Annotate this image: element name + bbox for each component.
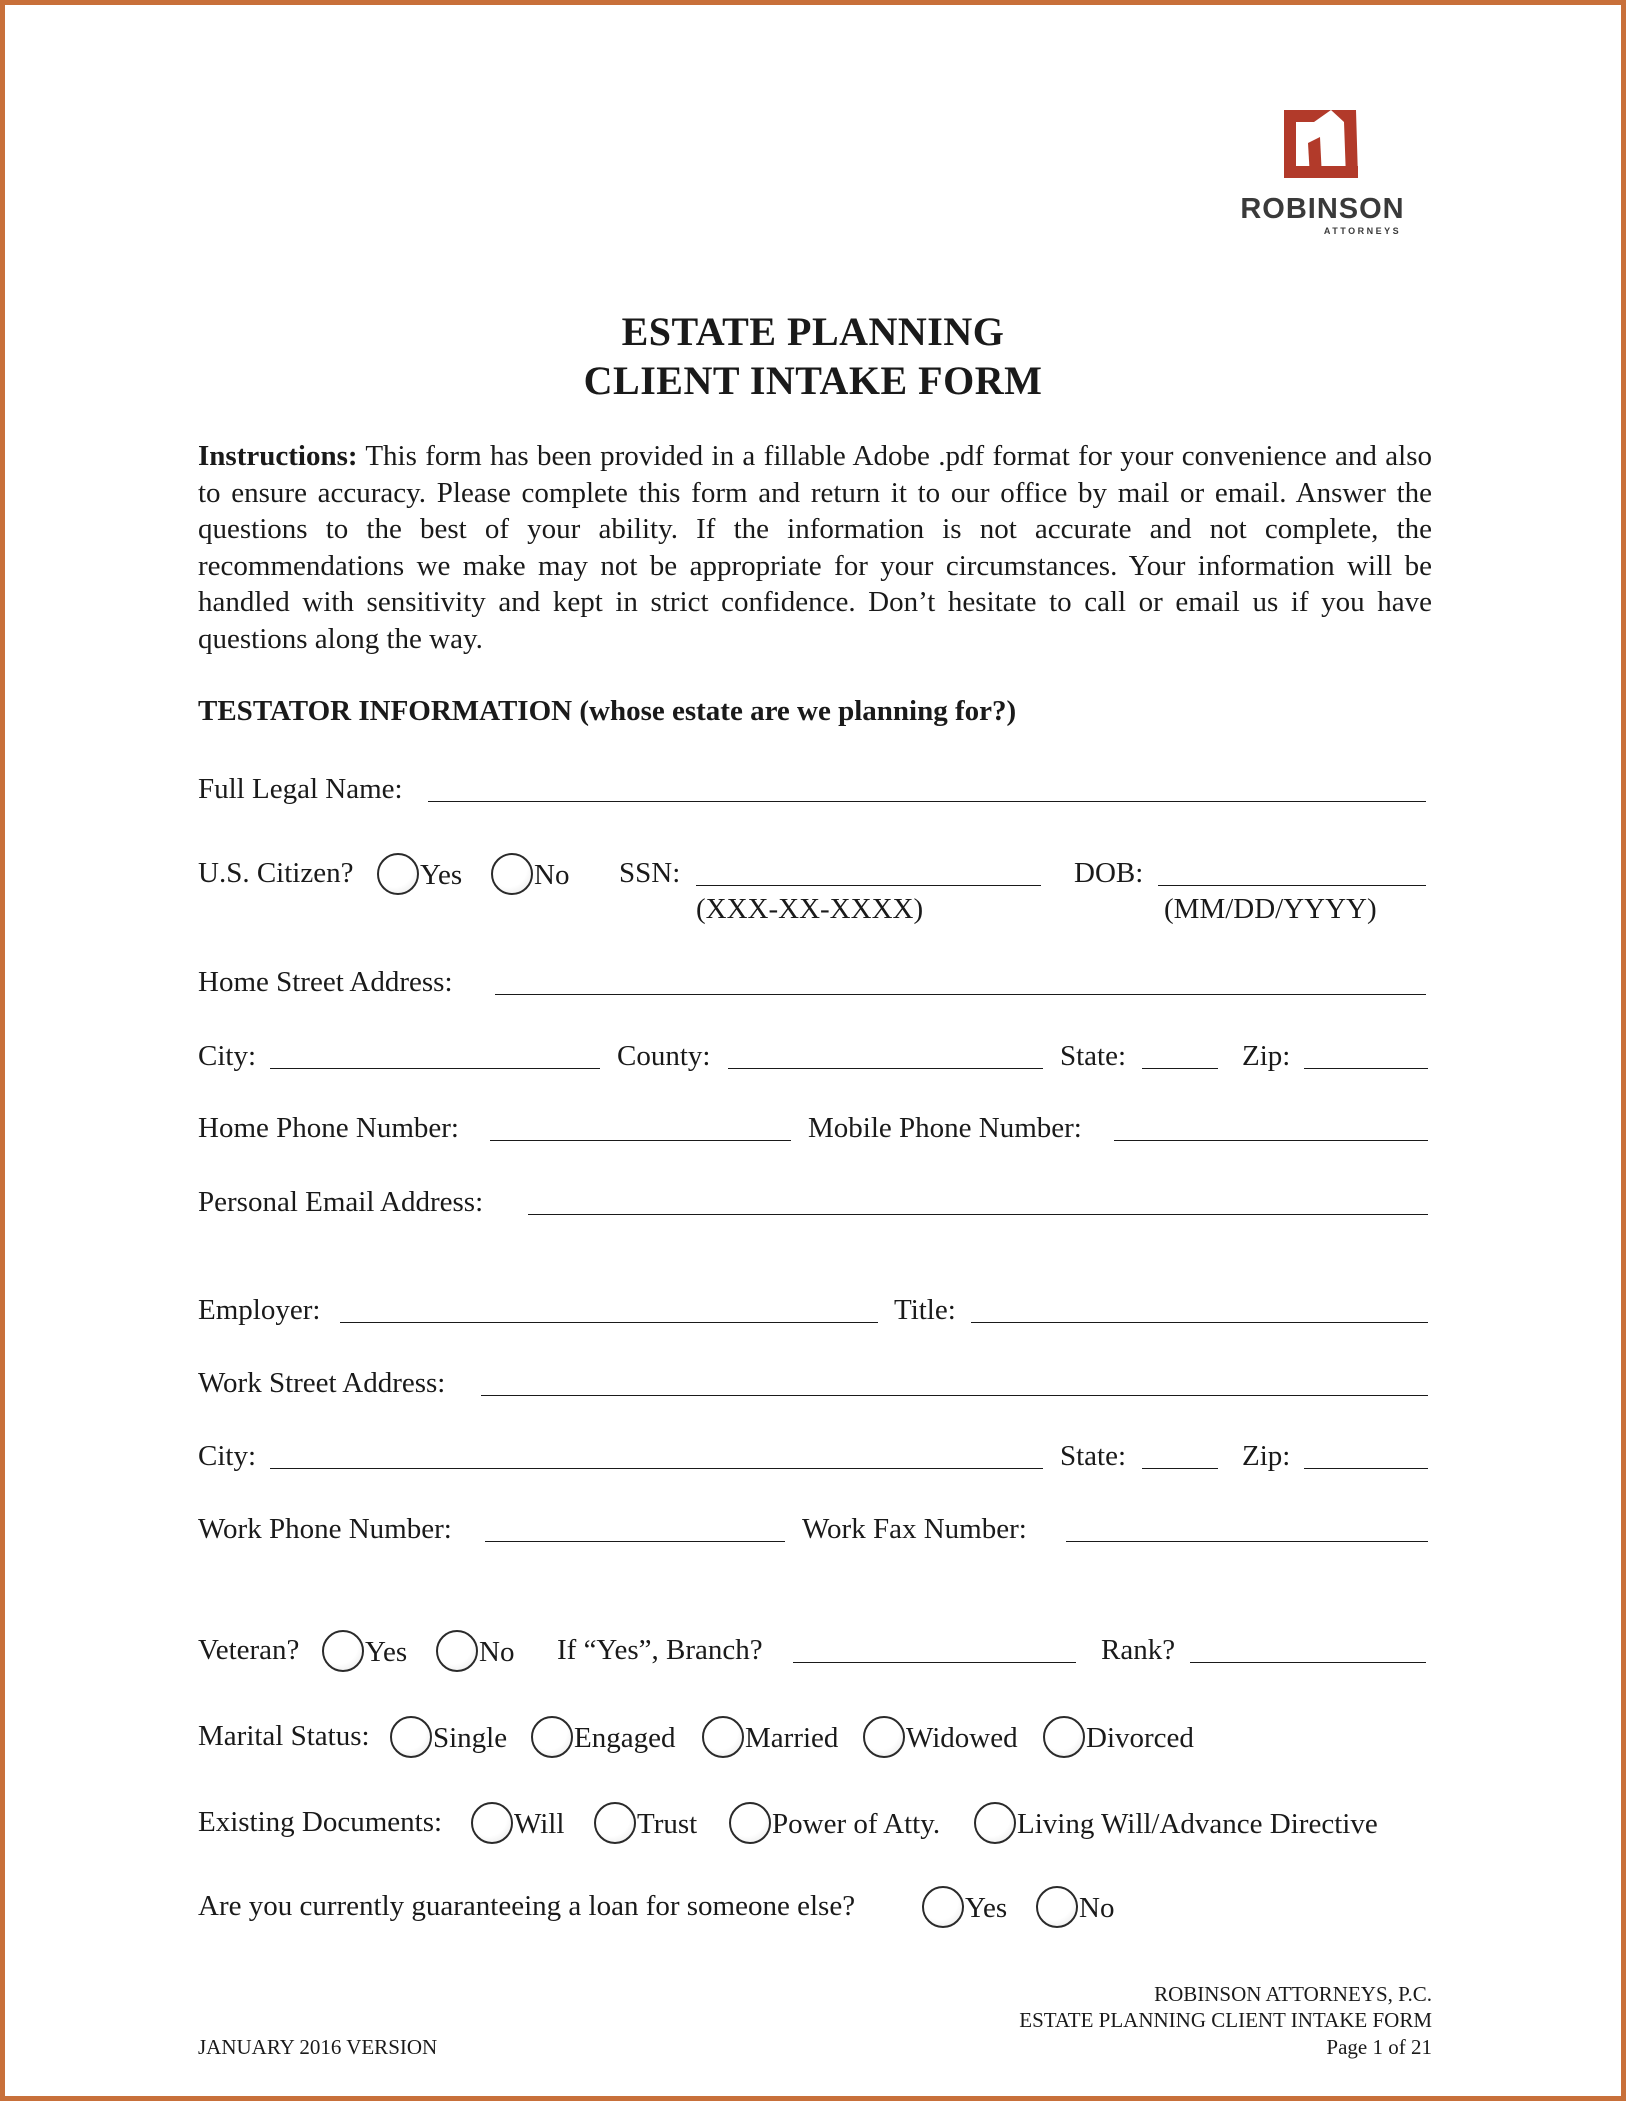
doc-poa-label: Power of Atty. bbox=[772, 1808, 941, 1840]
full-name-row bbox=[198, 769, 1430, 809]
form-title-line2: CLIENT INTAKE FORM bbox=[583, 358, 1043, 403]
doc-living-will-radio[interactable] bbox=[974, 1802, 1016, 1844]
home-street-field[interactable] bbox=[495, 994, 1426, 995]
ssn-format-hint: (XXX-XX-XXXX) bbox=[696, 893, 924, 925]
instructions-paragraph bbox=[198, 438, 1432, 658]
marital-married-radio[interactable] bbox=[702, 1716, 744, 1758]
home-state-field[interactable] bbox=[1142, 1068, 1218, 1069]
mobile-phone-field[interactable] bbox=[1114, 1140, 1428, 1141]
citizen-row bbox=[198, 853, 1430, 925]
marital-married-label: Married bbox=[745, 1722, 839, 1754]
phone-row bbox=[198, 1108, 1430, 1148]
home-street-label: Home Street Address: bbox=[198, 966, 453, 998]
home-street-row bbox=[198, 962, 1430, 1002]
home-city-field[interactable] bbox=[270, 1068, 600, 1069]
footer-form-name: ESTATE PLANNING CLIENT INTAKE FORM bbox=[1019, 2008, 1432, 2032]
doc-trust-radio[interactable] bbox=[594, 1802, 636, 1844]
guarantee-yes-radio[interactable] bbox=[922, 1886, 964, 1928]
work-street-label: Work Street Address: bbox=[198, 1367, 446, 1399]
work-street-row bbox=[198, 1363, 1430, 1403]
ssn-label: SSN: bbox=[619, 857, 681, 889]
footer-version: JANUARY 2016 VERSION bbox=[198, 2035, 438, 2059]
veteran-row bbox=[198, 1630, 1430, 1670]
dob-field[interactable] bbox=[1158, 885, 1426, 886]
citizen-no-label: No bbox=[534, 859, 570, 891]
work-zip-field[interactable] bbox=[1304, 1468, 1428, 1469]
job-title-label: Title: bbox=[894, 1294, 956, 1326]
doc-poa-radio[interactable] bbox=[729, 1802, 771, 1844]
home-zip-label: Zip: bbox=[1242, 1040, 1291, 1072]
work-city-label: City: bbox=[198, 1440, 257, 1472]
work-fax-label: Work Fax Number: bbox=[802, 1513, 1027, 1545]
work-phone-row bbox=[198, 1509, 1430, 1549]
veteran-yes-label: Yes bbox=[365, 1636, 408, 1668]
doc-will-radio[interactable] bbox=[471, 1802, 513, 1844]
marital-divorced-radio[interactable] bbox=[1043, 1716, 1085, 1758]
home-city-label: City: bbox=[198, 1040, 257, 1072]
job-title-field[interactable] bbox=[971, 1322, 1428, 1323]
veteran-label: Veteran? bbox=[198, 1634, 300, 1666]
work-city-row bbox=[198, 1436, 1430, 1476]
marital-engaged-radio[interactable] bbox=[531, 1716, 573, 1758]
home-county-field[interactable] bbox=[728, 1068, 1043, 1069]
doc-living-will-label: Living Will/Advance Directive bbox=[1017, 1808, 1378, 1840]
home-zip-field[interactable] bbox=[1304, 1068, 1428, 1069]
dob-format-hint: (MM/DD/YYYY) bbox=[1164, 893, 1377, 925]
marital-engaged-label: Engaged bbox=[574, 1722, 676, 1754]
work-city-field[interactable] bbox=[270, 1468, 1043, 1469]
mobile-phone-label: Mobile Phone Number: bbox=[808, 1112, 1082, 1144]
marital-single-radio[interactable] bbox=[390, 1716, 432, 1758]
dob-label: DOB: bbox=[1074, 857, 1144, 889]
rank-label: Rank? bbox=[1101, 1634, 1176, 1666]
guarantee-yes-label: Yes bbox=[965, 1892, 1008, 1924]
citizen-yes-radio[interactable] bbox=[377, 853, 419, 895]
marital-status-row bbox=[198, 1716, 1430, 1756]
robinson-logo bbox=[1230, 105, 1415, 240]
marital-widowed-label: Widowed bbox=[906, 1722, 1018, 1754]
work-fax-field[interactable] bbox=[1066, 1541, 1428, 1542]
footer-page-number: Page 1 of 21 bbox=[1326, 2035, 1432, 2059]
veteran-no-radio[interactable] bbox=[436, 1630, 478, 1672]
full-name-label: Full Legal Name: bbox=[198, 773, 403, 805]
home-phone-label: Home Phone Number: bbox=[198, 1112, 459, 1144]
home-state-label: State: bbox=[1060, 1040, 1127, 1072]
logo-tagline: ATTORNEYS bbox=[1323, 226, 1402, 236]
work-phone-field[interactable] bbox=[485, 1541, 785, 1542]
employer-row bbox=[198, 1290, 1430, 1330]
marital-widowed-radio[interactable] bbox=[863, 1716, 905, 1758]
veteran-yes-radio[interactable] bbox=[322, 1630, 364, 1672]
employer-field[interactable] bbox=[340, 1322, 878, 1323]
employer-label: Employer: bbox=[198, 1294, 321, 1326]
home-phone-field[interactable] bbox=[490, 1140, 791, 1141]
work-zip-label: Zip: bbox=[1242, 1440, 1291, 1472]
section-title: TESTATOR INFORMATION (whose estate are we planning for?) bbox=[198, 695, 1017, 727]
work-phone-label: Work Phone Number: bbox=[198, 1513, 452, 1545]
branch-field[interactable] bbox=[793, 1662, 1076, 1663]
instructions-text: This form has been provided in a fillable Adobe .pdf format for your convenience and also to ensure accuracy. Please complete this form and return it to our office by mail or email. Answer the questions to the best of your ability. If the information is not accurate and not complete, the recommendations we make may not be appropriate for your circumstances. Your information will be handled with sensitivity and kept in strict confidence. Don’t hesitate to call or email us if you have questions along the way. bbox=[198, 440, 1432, 655]
us-citizen-label: U.S. Citizen? bbox=[198, 857, 354, 889]
doc-will-label: Will bbox=[514, 1808, 565, 1840]
full-name-field[interactable] bbox=[428, 801, 1426, 802]
guarantee-loan-row bbox=[198, 1886, 1430, 1926]
marital-single-label: Single bbox=[433, 1722, 508, 1754]
guarantee-loan-label: Are you currently guaranteeing a loan for someone else? bbox=[198, 1890, 856, 1922]
work-state-field[interactable] bbox=[1142, 1468, 1218, 1469]
guarantee-no-label: No bbox=[1079, 1892, 1115, 1924]
footer-firm-name: ROBINSON ATTORNEYS, P.C. bbox=[1154, 1982, 1432, 2006]
doc-trust-label: Trust bbox=[637, 1808, 698, 1840]
work-state-label: State: bbox=[1060, 1440, 1127, 1472]
marital-status-label: Marital Status: bbox=[198, 1720, 370, 1752]
marital-divorced-label: Divorced bbox=[1086, 1722, 1194, 1754]
home-county-label: County: bbox=[617, 1040, 711, 1072]
robinson-logo-icon bbox=[1230, 105, 1415, 185]
citizen-no-radio[interactable] bbox=[491, 853, 533, 895]
logo-wordmark: ROBINSON bbox=[1240, 193, 1405, 225]
form-title-line1: ESTATE PLANNING bbox=[621, 309, 1005, 354]
instructions-label: Instructions: bbox=[198, 440, 358, 472]
citizen-yes-label: Yes bbox=[420, 859, 463, 891]
personal-email-label: Personal Email Address: bbox=[198, 1186, 484, 1218]
rank-field[interactable] bbox=[1190, 1662, 1426, 1663]
work-street-field[interactable] bbox=[481, 1395, 1428, 1396]
veteran-no-label: No bbox=[479, 1636, 515, 1668]
ssn-field[interactable] bbox=[696, 885, 1041, 886]
home-city-row bbox=[198, 1036, 1430, 1076]
personal-email-row bbox=[198, 1182, 1430, 1222]
existing-documents-label: Existing Documents: bbox=[198, 1806, 443, 1838]
branch-label: If “Yes”, Branch? bbox=[557, 1634, 763, 1666]
personal-email-field[interactable] bbox=[528, 1214, 1428, 1215]
guarantee-no-radio[interactable] bbox=[1036, 1886, 1078, 1928]
existing-documents-row bbox=[198, 1802, 1430, 1842]
